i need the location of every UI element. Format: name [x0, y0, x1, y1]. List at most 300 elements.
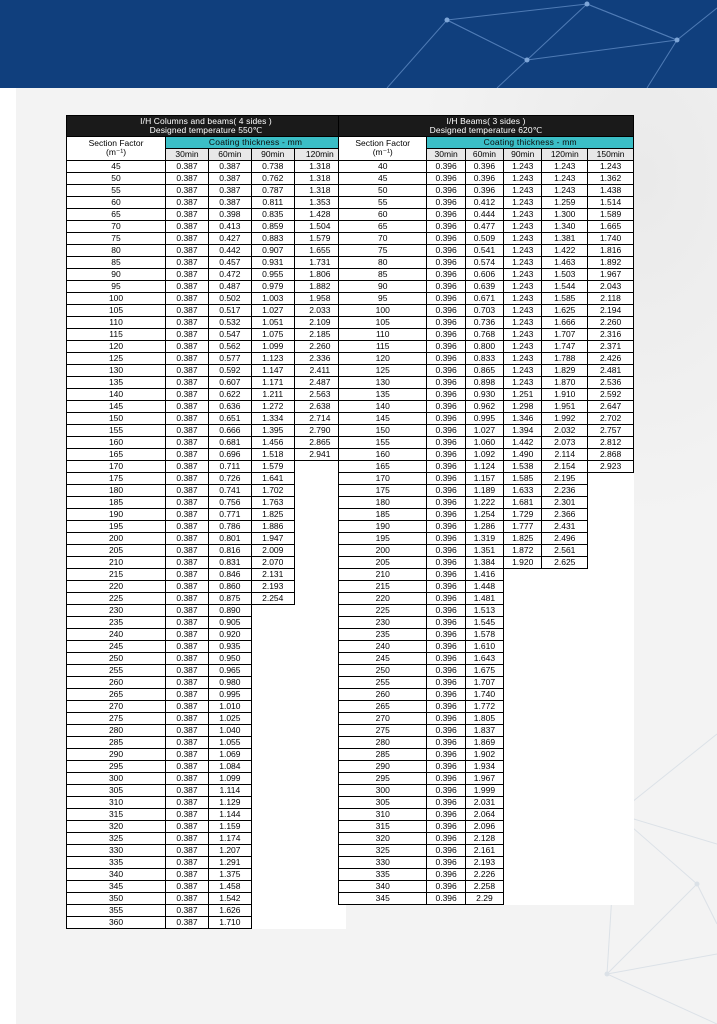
table-row [67, 688, 346, 700]
cell-section-factor: 310 [67, 796, 166, 808]
cell-30min: 0.387 [166, 760, 209, 772]
table-row [339, 388, 634, 400]
cell-30min: 0.387 [166, 568, 209, 580]
cell-section-factor: 70 [339, 232, 427, 244]
cell-30min: 0.396 [427, 328, 465, 340]
cell-120min [542, 664, 588, 676]
table-row [67, 880, 346, 892]
cell-60min: 1.351 [465, 544, 503, 556]
table-title-line2: Designed temperature 550℃ [149, 124, 263, 135]
cell-60min: 1.416 [465, 568, 503, 580]
cell-120min: 1.353 [294, 196, 345, 208]
cell-30min: 0.396 [427, 460, 465, 472]
cell-section-factor: 180 [339, 496, 427, 508]
cell-60min: 0.875 [208, 592, 251, 604]
cell-60min: 0.696 [208, 448, 251, 460]
cell-120min: 1.747 [542, 340, 588, 352]
table-row [339, 856, 634, 868]
cell-90min: 1.243 [504, 232, 542, 244]
cell-150min: 2.647 [588, 400, 634, 412]
cell-section-factor: 50 [339, 184, 427, 196]
cell-section-factor: 280 [339, 736, 427, 748]
cell-section-factor: 95 [339, 292, 427, 304]
cell-90min [504, 856, 542, 868]
cell-30min: 0.396 [427, 784, 465, 796]
cell-60min: 1.384 [465, 556, 503, 568]
cell-30min: 0.387 [166, 316, 209, 328]
table-row [339, 400, 634, 412]
cell-section-factor: 220 [67, 580, 166, 592]
cell-90min [504, 652, 542, 664]
cell-60min: 0.965 [208, 664, 251, 676]
cell-90min [504, 700, 542, 712]
cell-120min: 1.318 [294, 172, 345, 184]
cell-90min: 1.947 [251, 532, 294, 544]
cell-section-factor: 300 [67, 772, 166, 784]
cell-30min: 0.396 [427, 280, 465, 292]
cell-90min [504, 844, 542, 856]
table-row [339, 484, 634, 496]
cell-90min [251, 820, 294, 832]
cell-section-factor: 190 [339, 520, 427, 532]
cell-120min: 2.865 [294, 436, 345, 448]
cell-section-factor: 175 [67, 472, 166, 484]
table-i-h-beams-3-sides [338, 115, 634, 905]
cell-30min: 0.387 [166, 184, 209, 196]
table-row [67, 904, 346, 916]
cell-120min: 1.544 [542, 280, 588, 292]
table-row [339, 640, 634, 652]
cell-150min [588, 628, 634, 640]
cell-60min: 0.387 [208, 196, 251, 208]
table-row [339, 292, 634, 304]
table-row [67, 856, 346, 868]
cell-60min: 0.736 [465, 316, 503, 328]
cell-section-factor: 210 [339, 568, 427, 580]
cell-120min: 2.154 [542, 460, 588, 472]
cell-90min: 1.243 [504, 280, 542, 292]
table-title-row [67, 116, 346, 137]
cell-90min [251, 784, 294, 796]
cell-section-factor: 150 [67, 412, 166, 424]
cell-60min: 0.442 [208, 244, 251, 256]
cell-section-factor: 305 [67, 784, 166, 796]
cell-120min: 2.032 [542, 424, 588, 436]
cell-30min: 0.396 [427, 172, 465, 184]
cell-150min [588, 508, 634, 520]
cell-150min: 2.702 [588, 412, 634, 424]
cell-section-factor: 40 [339, 160, 427, 172]
cell-30min: 0.387 [166, 880, 209, 892]
cell-30min: 0.396 [427, 352, 465, 364]
cell-section-factor: 125 [67, 352, 166, 364]
cell-150min: 2.592 [588, 388, 634, 400]
table-header-row-1 [67, 136, 346, 148]
cell-30min: 0.396 [427, 316, 465, 328]
cell-150min: 1.243 [588, 160, 634, 172]
table-row [339, 220, 634, 232]
cell-90min: 1.243 [504, 220, 542, 232]
cell-section-factor: 185 [67, 496, 166, 508]
cell-30min: 0.387 [166, 676, 209, 688]
cell-90min [251, 616, 294, 628]
cell-30min: 0.387 [166, 844, 209, 856]
table-row [67, 328, 346, 340]
cell-90min: 0.883 [251, 232, 294, 244]
cell-60min: 2.064 [465, 808, 503, 820]
column-header-120min: 120min [542, 148, 588, 160]
cell-60min: 1.010 [208, 700, 251, 712]
cell-30min: 0.396 [427, 688, 465, 700]
cell-60min: 0.387 [208, 172, 251, 184]
table-row [339, 172, 634, 184]
cell-150min [588, 736, 634, 748]
cell-30min: 0.387 [166, 196, 209, 208]
cell-30min: 0.396 [427, 772, 465, 784]
cell-90min [504, 760, 542, 772]
table-row [67, 868, 346, 880]
cell-90min: 0.859 [251, 220, 294, 232]
cell-30min: 0.387 [166, 160, 209, 172]
table-row [339, 424, 634, 436]
cell-section-factor: 260 [67, 676, 166, 688]
cell-90min: 1.886 [251, 520, 294, 532]
cell-120min: 1.870 [542, 376, 588, 388]
page-header-band [0, 0, 717, 88]
cell-90min: 1.579 [251, 460, 294, 472]
cell-60min: 2.096 [465, 820, 503, 832]
cell-90min: 2.254 [251, 592, 294, 604]
cell-30min: 0.396 [427, 652, 465, 664]
column-header-120min: 120min [294, 148, 345, 160]
table-row [339, 724, 634, 736]
cell-60min: 0.800 [465, 340, 503, 352]
cell-60min: 0.801 [208, 532, 251, 544]
cell-30min: 0.387 [166, 796, 209, 808]
table-row [67, 220, 346, 232]
cell-section-factor: 250 [339, 664, 427, 676]
cell-90min: 1.920 [504, 556, 542, 568]
cell-60min: 1.448 [465, 580, 503, 592]
cell-60min: 0.771 [208, 508, 251, 520]
cell-60min: 1.157 [465, 472, 503, 484]
cell-60min: 0.487 [208, 280, 251, 292]
cell-section-factor: 100 [67, 292, 166, 304]
cell-120min: 1.992 [542, 412, 588, 424]
cell-90min: 1.243 [504, 292, 542, 304]
cell-90min [504, 592, 542, 604]
cell-90min: 1.243 [504, 196, 542, 208]
cell-90min: 1.518 [251, 448, 294, 460]
cell-150min: 2.536 [588, 376, 634, 388]
cell-150min [588, 616, 634, 628]
cell-90min [504, 616, 542, 628]
cell-section-factor: 330 [339, 856, 427, 868]
cell-section-factor: 305 [339, 796, 427, 808]
cell-120min [294, 916, 345, 928]
cell-section-factor: 210 [67, 556, 166, 568]
cell-60min: 0.816 [208, 544, 251, 556]
table-row [339, 664, 634, 676]
cell-150min [588, 808, 634, 820]
cell-section-factor: 100 [339, 304, 427, 316]
cell-90min: 1.585 [504, 472, 542, 484]
cell-90min [251, 892, 294, 904]
cell-30min: 0.396 [427, 400, 465, 412]
cell-120min: 1.655 [294, 244, 345, 256]
cell-120min [542, 820, 588, 832]
cell-60min: 1.740 [465, 688, 503, 700]
cell-150min [588, 496, 634, 508]
cell-section-factor: 225 [339, 604, 427, 616]
cell-60min: 0.412 [465, 196, 503, 208]
cell-60min: 0.472 [208, 268, 251, 280]
cell-150min [588, 760, 634, 772]
cell-120min [542, 712, 588, 724]
cell-60min: 0.398 [208, 208, 251, 220]
cell-120min [542, 880, 588, 892]
table-row [67, 292, 346, 304]
table-row [67, 628, 346, 640]
column-header-60min: 60min [208, 148, 251, 160]
cell-90min: 1.211 [251, 388, 294, 400]
cell-60min: 2.128 [465, 832, 503, 844]
cell-section-factor: 255 [67, 664, 166, 676]
cell-60min: 1.675 [465, 664, 503, 676]
cell-90min [504, 748, 542, 760]
cell-90min: 0.835 [251, 208, 294, 220]
cell-60min: 0.950 [208, 652, 251, 664]
table-row [67, 580, 346, 592]
cell-section-factor: 105 [67, 304, 166, 316]
cell-30min: 0.396 [427, 436, 465, 448]
table-row [339, 712, 634, 724]
cell-60min: 0.995 [465, 412, 503, 424]
cell-section-factor: 245 [339, 652, 427, 664]
cell-section-factor: 50 [67, 172, 166, 184]
table-row [67, 208, 346, 220]
cell-120min [542, 616, 588, 628]
cell-30min: 0.387 [166, 232, 209, 244]
cell-section-factor: 255 [339, 676, 427, 688]
cell-120min: 2.114 [542, 448, 588, 460]
table-row [67, 556, 346, 568]
cell-60min: 0.413 [208, 220, 251, 232]
cell-60min: 1.643 [465, 652, 503, 664]
cell-30min: 0.387 [166, 700, 209, 712]
cell-section-factor: 125 [339, 364, 427, 376]
cell-150min: 2.316 [588, 328, 634, 340]
table-row [67, 820, 346, 832]
cell-90min [251, 736, 294, 748]
cell-120min: 1.788 [542, 352, 588, 364]
cell-section-factor: 320 [67, 820, 166, 832]
cell-section-factor: 70 [67, 220, 166, 232]
cell-150min [588, 676, 634, 688]
cell-section-factor: 150 [339, 424, 427, 436]
table-row [67, 400, 346, 412]
cell-60min: 0.681 [208, 436, 251, 448]
cell-section-factor: 145 [339, 412, 427, 424]
cell-60min: 1.159 [208, 820, 251, 832]
table-row [339, 364, 634, 376]
cell-90min: 1.099 [251, 340, 294, 352]
cell-120min [542, 796, 588, 808]
table-row [339, 844, 634, 856]
cell-150min: 2.923 [588, 460, 634, 472]
table-row [67, 424, 346, 436]
table-row [339, 196, 634, 208]
cell-60min: 2.031 [465, 796, 503, 808]
cell-30min: 0.396 [427, 244, 465, 256]
cell-60min: 2.226 [465, 868, 503, 880]
cell-120min: 1.381 [542, 232, 588, 244]
cell-section-factor: 185 [339, 508, 427, 520]
cell-60min: 0.592 [208, 364, 251, 376]
cell-90min [504, 736, 542, 748]
cell-90min [251, 688, 294, 700]
cell-section-factor: 175 [339, 484, 427, 496]
cell-section-factor: 160 [339, 448, 427, 460]
cell-150min [588, 604, 634, 616]
cell-120min [542, 784, 588, 796]
table-title-line1: I/H Beams( 3 sides ) [446, 116, 526, 126]
cell-section-factor: 45 [67, 160, 166, 172]
cell-30min: 0.387 [166, 220, 209, 232]
cell-60min: 1.772 [465, 700, 503, 712]
cell-30min: 0.387 [166, 532, 209, 544]
table-row [67, 244, 346, 256]
cell-section-factor: 290 [67, 748, 166, 760]
cell-60min: 0.502 [208, 292, 251, 304]
cell-120min: 2.638 [294, 400, 345, 412]
cell-60min: 0.444 [465, 208, 503, 220]
table-row [67, 712, 346, 724]
cell-30min: 0.396 [427, 880, 465, 892]
table-row [67, 796, 346, 808]
cell-150min [588, 844, 634, 856]
table-row [67, 700, 346, 712]
cell-30min: 0.396 [427, 856, 465, 868]
cell-30min: 0.387 [166, 772, 209, 784]
cell-30min: 0.396 [427, 292, 465, 304]
cell-150min [588, 520, 634, 532]
coating-thickness-header: Coating thickness - mm [427, 136, 634, 148]
cell-60min: 0.509 [465, 232, 503, 244]
cell-90min [504, 868, 542, 880]
table-row [339, 208, 634, 220]
cell-90min [504, 604, 542, 616]
table-row [67, 160, 346, 172]
cell-section-factor: 75 [67, 232, 166, 244]
cell-section-factor: 290 [339, 760, 427, 772]
cell-60min: 0.387 [208, 184, 251, 196]
table-row [67, 508, 346, 520]
cell-150min: 1.816 [588, 244, 634, 256]
cell-90min: 1.243 [504, 244, 542, 256]
cell-section-factor: 200 [67, 532, 166, 544]
cell-150min: 1.892 [588, 256, 634, 268]
section-factor-label: Section Factor [88, 138, 144, 149]
table-row [67, 184, 346, 196]
cell-90min [251, 868, 294, 880]
section-factor-unit: (m⁻¹) [106, 147, 127, 158]
cell-120min: 1.428 [294, 208, 345, 220]
cell-150min [588, 820, 634, 832]
table-row [339, 868, 634, 880]
cell-120min [542, 808, 588, 820]
cell-120min: 1.463 [542, 256, 588, 268]
table-row [339, 472, 634, 484]
cell-section-factor: 110 [339, 328, 427, 340]
cell-60min: 1.069 [208, 748, 251, 760]
cell-60min: 1.114 [208, 784, 251, 796]
cell-30min: 0.387 [166, 616, 209, 628]
table-row [67, 412, 346, 424]
cell-60min: 0.396 [465, 160, 503, 172]
cell-150min: 2.812 [588, 436, 634, 448]
cell-30min: 0.387 [166, 916, 209, 928]
cell-150min [588, 532, 634, 544]
table-row [67, 784, 346, 796]
table-row [67, 280, 346, 292]
cell-30min: 0.396 [427, 736, 465, 748]
cell-120min: 2.260 [294, 340, 345, 352]
cell-120min [542, 892, 588, 904]
section-factor-header [339, 136, 427, 160]
cell-90min [251, 772, 294, 784]
cell-section-factor: 200 [339, 544, 427, 556]
table-row [67, 472, 346, 484]
cell-30min: 0.387 [166, 556, 209, 568]
cell-section-factor: 80 [339, 256, 427, 268]
cell-60min: 1.027 [465, 424, 503, 436]
cell-120min: 2.185 [294, 328, 345, 340]
cell-90min: 1.777 [504, 520, 542, 532]
cell-section-factor: 135 [67, 376, 166, 388]
table-row [67, 388, 346, 400]
cell-30min: 0.396 [427, 640, 465, 652]
cell-section-factor: 230 [67, 604, 166, 616]
cell-90min: 1.702 [251, 484, 294, 496]
cell-60min: 1.578 [465, 628, 503, 640]
table-row [67, 724, 346, 736]
cell-section-factor: 215 [67, 568, 166, 580]
cell-150min [588, 544, 634, 556]
cell-150min: 2.757 [588, 424, 634, 436]
cell-120min [542, 724, 588, 736]
cell-120min: 1.243 [542, 172, 588, 184]
cell-120min: 1.951 [542, 400, 588, 412]
cell-60min: 1.967 [465, 772, 503, 784]
table-row [339, 280, 634, 292]
cell-90min [504, 892, 542, 904]
cell-90min [251, 904, 294, 916]
table-row [67, 676, 346, 688]
cell-120min [542, 676, 588, 688]
cell-60min: 0.666 [208, 424, 251, 436]
cell-150min: 2.194 [588, 304, 634, 316]
cell-30min: 0.387 [166, 280, 209, 292]
header-network-graphic [377, 0, 717, 88]
cell-30min: 0.396 [427, 808, 465, 820]
cell-120min: 1.579 [294, 232, 345, 244]
cell-150min [588, 568, 634, 580]
cell-90min: 1.251 [504, 388, 542, 400]
table-row [339, 532, 634, 544]
cell-90min [251, 916, 294, 928]
table-body [339, 160, 634, 904]
